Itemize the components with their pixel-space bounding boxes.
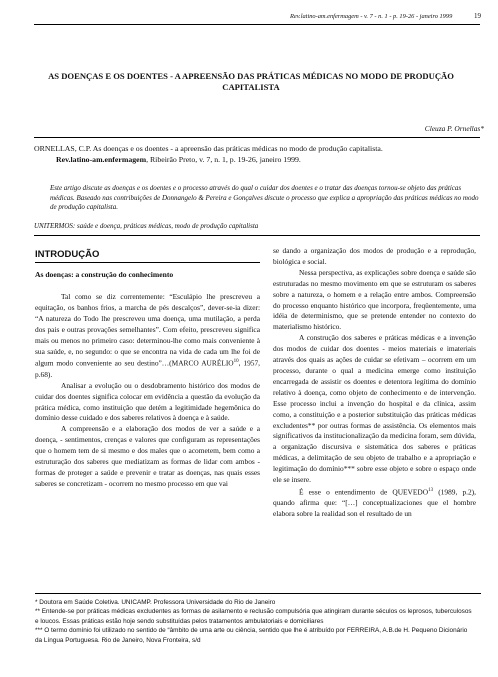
citation-journal: Rev.latino-am.enfermagem xyxy=(56,155,147,164)
keywords-rule xyxy=(34,235,480,236)
heading-rule xyxy=(35,262,260,263)
left-paragraph-2: Analisar a evolução ou o desdobramento histórico dos modos de cuidar dos doentes significa colocar em evidência a questão da evolução da prática médica, como instituição que detém a legitimidade hegemônica do domínio desse cuidado e dos saberes relativos à doença e à saúde. xyxy=(35,380,260,423)
left-paragraph-1: Tal como se diz correntemente: “Esculápio lhe prescreveu a equitação, os banhos frios, a marcha de pés descalços”, dever-se-ia dizer: “A natureza do Todo lhe prescreveu uma doença, uma mutilação, a perda dos pais e outras provações semelhantes”. Com efeito, prescreveu significa mais ou menos no primeiro caso: determinou-lhe como mais conveniente à sua saúde, e, no segundo: o que se encontra na vida de cada um lhe foi de algum modo conveniente ao seu destino”…(MARCO AURÉLIO$^{10}$, 1957, p.68). xyxy=(35,292,260,379)
left-paragraph-3: A compreensão e a elaboração dos modos de ver a saúde e a doença, - sentimentos, crenças e valores que configuram as representações que o homem tem de si mesmo e dos males que o acometem, bem como a estruturação dos saberes que mediatizam as formas de lidar com ambos - formas de proteger a saúde e prevenir e tratar as doenças, nas quais esses saberes se concretizam - ocorrem no mesmo processo em que vai xyxy=(35,424,260,488)
citation-line2 xyxy=(34,154,479,165)
article-title: AS DOENÇAS E OS DOENTES - A APREENSÃO DAS PRÁTICAS MÉDICAS NO MODO DE PRODUÇÃO CAPITALISTA xyxy=(48,71,454,92)
citation-line1: ORNELLAS, C.P. As doenças e os doentes - a apreensão das práticas médicas no modo de produção capitalista. xyxy=(34,144,383,153)
reference-superscript: 10 xyxy=(233,359,239,365)
right-paragraph-1: Nessa perspectiva, as explicações sobre doença e saúde são estruturadas no mesmo movimento em que se estruturam os saberes sobre a natureza, o homem e a relação entre ambos. Compreensão do processo enquanto histórico que incorpora, freqüentemente, uma idéia de determinismo, que se pretende entender no contexto do materialismo histórico. xyxy=(273,267,476,332)
footnote-1: * Doutora em Saúde Coletiva. UNICAMP. Professora Universidade do Rio de Janeiro xyxy=(35,599,276,606)
right-column xyxy=(273,246,476,520)
citation xyxy=(34,143,479,165)
left-column xyxy=(35,292,260,490)
footnotes xyxy=(35,598,475,645)
abstract: Este artigo discute as doenças e os doentes e o processo através do qual o cuidar dos doentes e o tratar das doenças tornou-se objeto das práticas médicas. Baseado nas contribuições de Donnangelo & Pereira e Gonçalves discute o processo que explica a apropriação das práticas médicas no modo de produção capitalista. xyxy=(50,184,479,211)
page-number: 19 xyxy=(474,12,481,20)
reference-superscript: 13 xyxy=(428,487,434,493)
footnote-2: ** Entende-se por práticas médicas excludentes as formas de asilamento e reclusão compulsória que atingiram durante séculos os leprosos, tuberculosos e loucos. Essas práticas estão hoje sendo substituídas pelos tratamentos ambulatoriais e domiciliares xyxy=(35,608,472,625)
right-paragraph-3: É esse o entendimento de QUEVEDO$^{13}$ (1989, p.2), quando afirma que: “[…] conceptualizaciones que el hombre elabora sobre la realidad son el resultado de un xyxy=(273,487,476,519)
right-paragraph-0: se dando a organização dos modos de produção e a reprodução, biológica e social. xyxy=(273,246,476,266)
author-rule xyxy=(34,137,480,138)
article-author: Cleuza P. Ornellas* xyxy=(424,124,484,133)
citation-rest: , Ribeirão Preto, v. 7, n. 1, p. 19-26, janeiro 1999. xyxy=(146,155,301,164)
right-paragraph-2: A construção dos saberes e práticas médicas e a invenção dos modos de cuidar dos doentes - meios materiais e imateriais através dos quais as ações de cuidar se efetivam – ocorrem em um processo, durante o qual a medicina emerge como instituição encarregada de assistir os doentes e detentora legítima do domínio relativo à doença, como objeto de conhecimento e de intervenção. Esse processo inclui a invenção do hospital e da clínica, assim como, a constituição e a posterior substituição das práticas médicas excludentes** por outras formas de assistência. Os elementos mais significativos da institucionalização da medicina foram, sem dúvida, a organização discursiva e sistemática dos saberes e práticas médicas, a delimitação de seu objeto de trabalho e a apropriação e legitimação do domínio*** sobre esse objeto e sobre o espaço onde ele se insere. xyxy=(273,333,476,485)
footnote-3: *** O termo domínio foi utilizado no sentido de “âmbito de uma arte ou ciência, sentido que lhe é atribuído por FERREIRA, A.B.de H. Pequeno Dicionário da Língua Portuguesa. Rio de Janeiro, Nova Fronteira, s/d xyxy=(35,627,468,644)
header-rule xyxy=(34,24,480,25)
footnote-rule xyxy=(35,593,481,594)
keywords: UNITERMOS: saúde e doença, práticas médicas, modo de produção capitalista xyxy=(34,222,259,230)
running-header: Rev.latino-am.enfermagem - v. 7 - n. 1 - p. 19-26 - janeiro 1999 xyxy=(290,13,453,20)
subsection-heading: As doenças: a construção do conhecimento xyxy=(35,270,174,279)
section-heading: INTRODUÇÃO xyxy=(35,249,100,260)
